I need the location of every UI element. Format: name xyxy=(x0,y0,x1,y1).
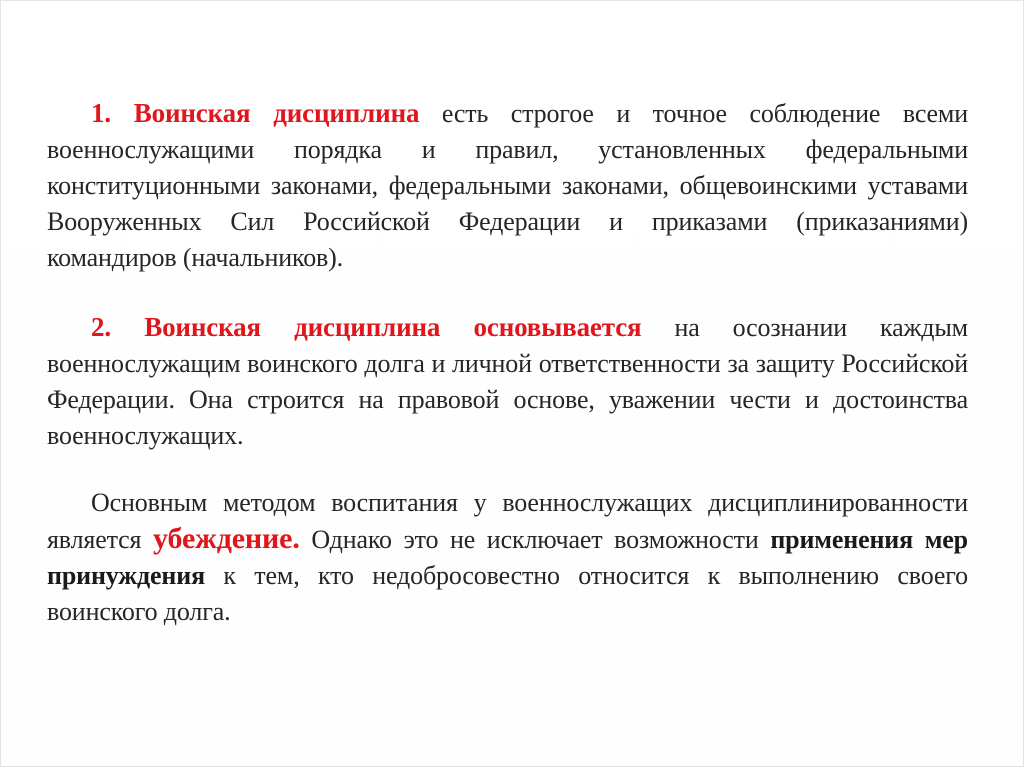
method-text-middle: Однако это не исключает возможности xyxy=(299,525,771,554)
basis-heading: 2. Воинская дисциплина основывается xyxy=(91,312,642,342)
paragraph-education-method xyxy=(47,485,968,630)
persuasion-emphasis: убеждение. xyxy=(153,522,300,555)
paragraph-military-discipline-definition xyxy=(47,95,968,276)
paragraph-military-discipline-basis xyxy=(47,309,968,454)
coercion-emphasis: применения мер принуждения xyxy=(47,525,968,590)
definition-heading: 1. Воинская дисциплина xyxy=(91,98,420,128)
method-text-before: Основным методом воспитания у военнослужащих дисциплинированности является xyxy=(47,488,968,554)
method-text-after: к тем, кто недобросовестно относится к выполнению своего воинского долга. xyxy=(47,561,968,626)
basis-text: на осознании каждым военнослужащим воинского долга и личной ответственности за защиту Российской Федерации. Она строится на правовой основе, уважении чести и достоинства военнослужащих. xyxy=(47,313,968,450)
definition-text: есть строгое и точное соблюдение всеми военнослужащими порядка и правил, установленных федеральными конституционными законами, федеральными законами, общевоинскими уставами Вооруженных Сил Российской Федерации и приказами (приказаниями) командиров (начальников). xyxy=(47,99,968,272)
